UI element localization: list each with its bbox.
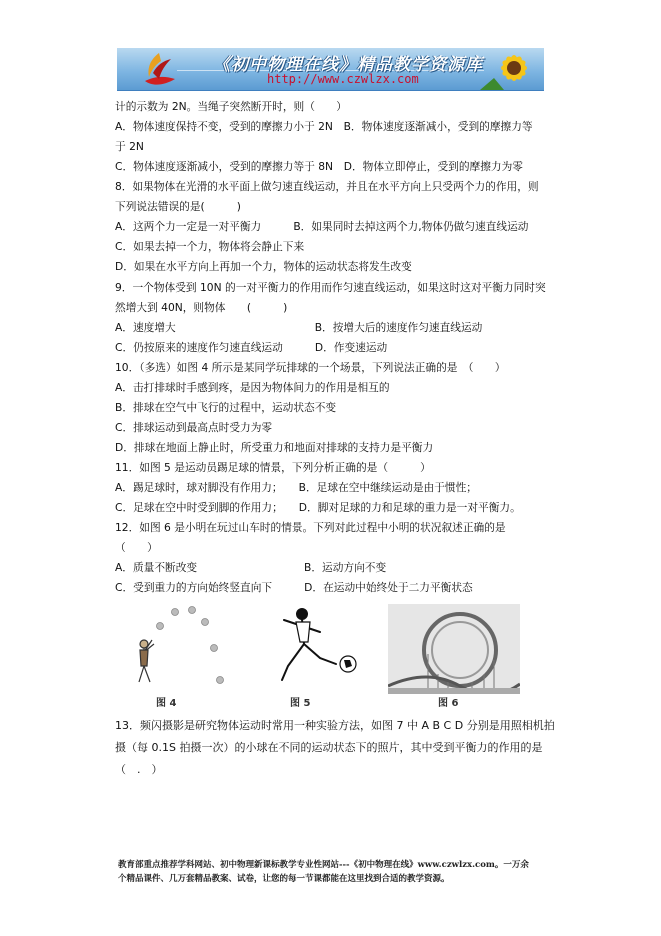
soccer-kick-illustration [258, 604, 368, 692]
text-line: B．排球在空气中飞行的过程中，运动状态不变 [115, 401, 337, 414]
volleyball-player-illustration [130, 604, 240, 692]
text-line: 计的示数为 2N。当绳子突然断开时，则（ ） [115, 100, 347, 113]
text-line: C．受到重力的方向始终竖直向下 D．在运动中始终处于二力平衡状态 [115, 581, 473, 594]
text-line: A．踢足球时，球对脚没有作用力； B．足球在空中继续运动是由于惯性； [115, 481, 477, 494]
text-line: D．排球在地面上静止时，所受重力和地面对排球的支持力是平衡力 [115, 441, 434, 454]
figure-4-caption: 图 4 [156, 698, 177, 709]
question-12: 12．如图 6 是小明在玩过山车时的情景。下列对此过程中小明的状况叙述正确的是 [115, 521, 506, 534]
text-line: C．仍按原来的速度作匀速直线运动 D．作变速运动 [115, 341, 388, 354]
figures-row [130, 604, 522, 708]
page-footer [118, 858, 558, 886]
figure-5-caption: 图 5 [290, 698, 311, 709]
text-line: A．质量不断改变 B．运动方向不变 [115, 561, 387, 574]
banner-title: 《初中物理在线》精品教学资源库 [213, 55, 483, 75]
text-line: （ . ） [115, 763, 163, 776]
text-line: 下列说法错误的是( ) [115, 200, 241, 213]
question-11: 11．如图 5 是运动员踢足球的情景，下列分析正确的是（ ） [115, 461, 431, 474]
text-line: A．速度增大 B．按增大后的速度作匀速直线运动 [115, 321, 483, 334]
text-line: D．如果在水平方向上再加一个力，物体的运动状态将发生改变 [115, 260, 412, 273]
site-logo-icon [139, 51, 179, 89]
question-8: 8．如果物体在光滑的水平面上做匀速直线运动，并且在水平方向上只受两个力的作用，则 [115, 180, 539, 193]
figure-6-caption: 图 6 [438, 698, 459, 709]
roller-coaster-photo [388, 604, 520, 694]
footer-line-2: 个精品课件、几万套精品教案、试卷，让您的每一节课都能在这里找到合适的教学资源。 [118, 874, 450, 884]
text-line: （ ） [115, 541, 158, 554]
question-13: 13．频闪摄影是研究物体运动时常用一种实验方法，如图 7 中 A B C D 分别是用照相机拍 [115, 719, 555, 732]
text-line: C．如果去掉一个力，物体将会静止下来 [115, 240, 305, 253]
text-line: C．物体速度逐渐减小，受到的摩擦力等于 8N D．物体立即停止，受到的摩擦力为零 [115, 160, 523, 173]
text-line: A．物体速度保持不变，受到的摩擦力小于 2N B．物体速度逐渐减小，受到的摩擦力等 [115, 120, 533, 133]
text-line: C．排球运动到最高点时受力为零 [115, 421, 273, 434]
text-line: A．这两个力一定是一对平衡力 B．如果同时去掉这两个力,物体仍做匀速直线运动 [115, 220, 529, 233]
footer-line-1: 教育部重点推荐学科网站、初中物理新课标教学专业性网站---《初中物理在线》www.czwlzx.com。一万余 [118, 860, 529, 870]
text-line: 于 2N [115, 140, 144, 153]
question-9: 9．一个物体受到 10N 的一对平衡力的作用而作匀速直线运动，如果这时这对平衡力同时突 [115, 281, 546, 294]
question-10: 10．（多选）如图 4 所示是某同学玩排球的一个场景，下列说法正确的是 （ ） [115, 361, 506, 374]
text-line: 然增大到 40N，则物体 ( ) [115, 301, 288, 314]
sunflower-icon [480, 48, 542, 90]
banner-url: http://www.czwlzx.com [267, 72, 419, 86]
text-line: A．击打排球时手感到疼，是因为物体间力的作用是相互的 [115, 381, 390, 394]
header-banner [117, 48, 544, 91]
text-line: C．足球在空中时受到脚的作用力； D．脚对足球的力和足球的重力是一对平衡力。 [115, 501, 521, 514]
text-line: 摄（每 0.1S 拍摄一次）的小球在不同的运动状态下的照片，其中受到平衡力的作用的是 [115, 741, 543, 754]
